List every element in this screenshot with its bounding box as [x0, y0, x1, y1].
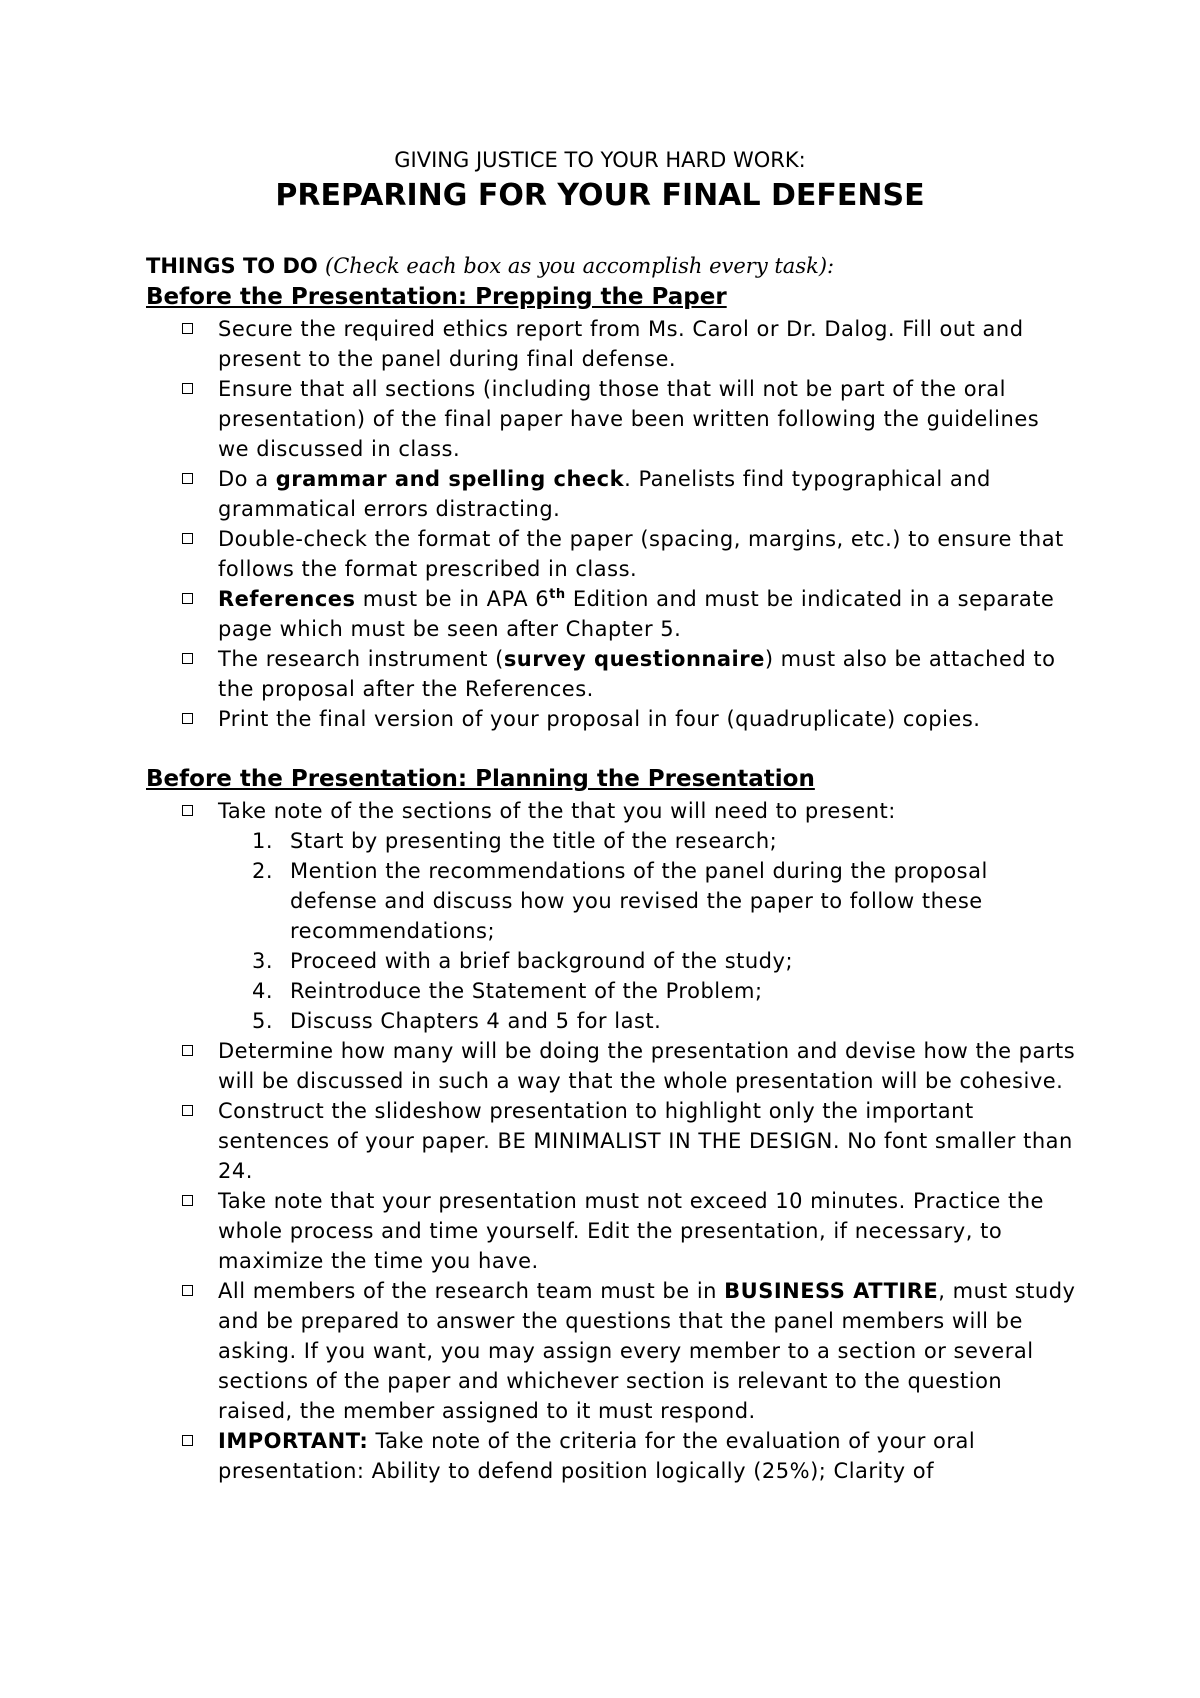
checkbox[interactable]: [182, 1435, 193, 1446]
checklist-item: [146, 374, 1076, 464]
things-to-do-note: (Check each box as you accomplish every task):: [325, 254, 835, 278]
step-item: [218, 826, 1076, 856]
checkbox[interactable]: [182, 593, 193, 604]
planning-presentation-checklist: [146, 796, 1076, 1486]
step-text: Proceed with a brief background of the study;: [290, 949, 794, 973]
checklist-item: [146, 796, 1076, 1036]
step-text: Discuss Chapters 4 and 5 for last.: [290, 1009, 662, 1033]
step-text: Mention the recommendations of the panel during the proposal defense and discuss how you revised the paper to follow these recommendations;: [290, 859, 988, 943]
checklist-item: [146, 1096, 1076, 1186]
step-number: 2.: [252, 859, 274, 883]
checkbox[interactable]: [182, 805, 193, 816]
checkbox[interactable]: [182, 473, 193, 484]
checklist-item: [146, 1186, 1076, 1276]
step-item: [218, 976, 1076, 1006]
things-to-do-line: [146, 250, 1076, 282]
document-title: PREPARING FOR YOUR FINAL DEFENSE: [275, 178, 925, 213]
checklist-item: [146, 524, 1076, 584]
checklist-item-text: Ensure that all sections (including those that will not be part of the oral presentation) of the final paper have been written following the guidelines we discussed in class.: [218, 377, 1040, 461]
step-number: 4.: [252, 979, 274, 1003]
checklist-item-emphasis: IMPORTANT:: [218, 1429, 369, 1453]
checklist-item-text-pre: Do a: [218, 467, 276, 491]
checkbox[interactable]: [182, 323, 193, 334]
checklist-item-emphasis: grammar and spelling check: [275, 467, 625, 491]
prepping-paper-checklist: [146, 314, 1076, 734]
checklist-item-text-post: ) must also be attached to the proposal after the References.: [218, 647, 1056, 701]
checklist-item-text: Determine how many will be doing the presentation and devise how the parts will be discussed in such a way that the whole presentation will be cohesive.: [218, 1039, 1076, 1093]
step-number: 3.: [252, 949, 274, 973]
step-text: Start by presenting the title of the research;: [290, 829, 778, 853]
step-text: Reintroduce the Statement of the Problem;: [290, 979, 763, 1003]
step-item: [218, 856, 1076, 946]
checkbox[interactable]: [182, 713, 193, 724]
checkbox[interactable]: [182, 1285, 193, 1296]
checklist-item: [146, 1276, 1076, 1426]
checklist-item: [146, 464, 1076, 524]
checklist-item-text-post: Edition and must be indicated in a separate page which must be seen after Chapter 5.: [218, 587, 1055, 641]
step-number: 5.: [252, 1009, 274, 1033]
checklist-item-text-post: , must study and be prepared to answer the questions that the panel members will be asking. If you want, you may assign every member to a section or several sections of the paper and whichever section is relevant to the question raised, the member assigned to it must respond.: [218, 1279, 1076, 1423]
step-number: 1.: [252, 829, 274, 853]
checklist-item: [146, 1036, 1076, 1096]
checklist-item-text: Take note that your presentation must not exceed 10 minutes. Practice the whole process and time yourself. Edit the presentation, if necessary, to maximize the time you have.: [218, 1189, 1044, 1273]
checkbox[interactable]: [182, 653, 193, 664]
things-to-do-label: THINGS TO DO: [146, 254, 318, 278]
checklist-item-emphasis: BUSINESS ATTIRE: [724, 1279, 939, 1303]
step-item: [218, 1006, 1076, 1036]
checklist-item-text: Secure the required ethics report from Ms. Carol or Dr. Dalog. Fill out and present to the panel during final defense.: [218, 317, 1024, 371]
checklist-item-text: Double-check the format of the paper (spacing, margins, etc.) to ensure that follows the format prescribed in class.: [218, 527, 1064, 581]
checkbox[interactable]: [182, 1045, 193, 1056]
checklist-item-text: Construct the slideshow presentation to highlight only the important sentences of your paper. BE MINIMALIST IN THE DESIGN. No font smaller than 24.: [218, 1099, 1073, 1183]
checkbox[interactable]: [182, 1105, 193, 1116]
step-item: [218, 946, 1076, 976]
presentation-steps-list: [218, 826, 1076, 1036]
checklist-item-text-pre: The research instrument (: [218, 647, 504, 671]
checklist-item-text: Take note of the sections of the that you will need to present:: [218, 799, 896, 823]
checklist-item: [146, 644, 1076, 704]
checklist-item: [146, 704, 1076, 734]
checkbox[interactable]: [182, 533, 193, 544]
document-body: [146, 250, 1076, 1486]
checklist-item-text-mid: must be in APA 6: [355, 587, 550, 611]
spacer: [146, 734, 1076, 764]
checkbox[interactable]: [182, 1195, 193, 1206]
checkbox[interactable]: [182, 383, 193, 394]
section-heading-planning-presentation: Before the Presentation: Planning the Presentation: [146, 766, 815, 792]
checklist-item-text-pre: All members of the research team must be in: [218, 1279, 725, 1303]
checklist-item-text-post: . Panelists find typographical and grammatical errors distracting.: [218, 467, 991, 521]
checklist-item-text: Print the final version of your proposal in four (quadruplicate) copies.: [218, 707, 981, 731]
checklist-item-text-post: Take note of the criteria for the evaluation of your oral presentation: Ability to defend position logically (25%); Clarity of: [218, 1429, 976, 1483]
checklist-item-emphasis: survey questionnaire: [503, 647, 765, 671]
checklist-item: [146, 1426, 1076, 1486]
checklist-item: [146, 584, 1076, 644]
checklist-item: [146, 314, 1076, 374]
superscript: th: [549, 587, 566, 602]
document-subtitle: GIVING JUSTICE TO YOUR HARD WORK:: [394, 148, 806, 172]
checklist-item-emphasis: References: [218, 587, 356, 611]
section-heading-prepping-paper: Before the Presentation: Prepping the Paper: [146, 284, 727, 310]
